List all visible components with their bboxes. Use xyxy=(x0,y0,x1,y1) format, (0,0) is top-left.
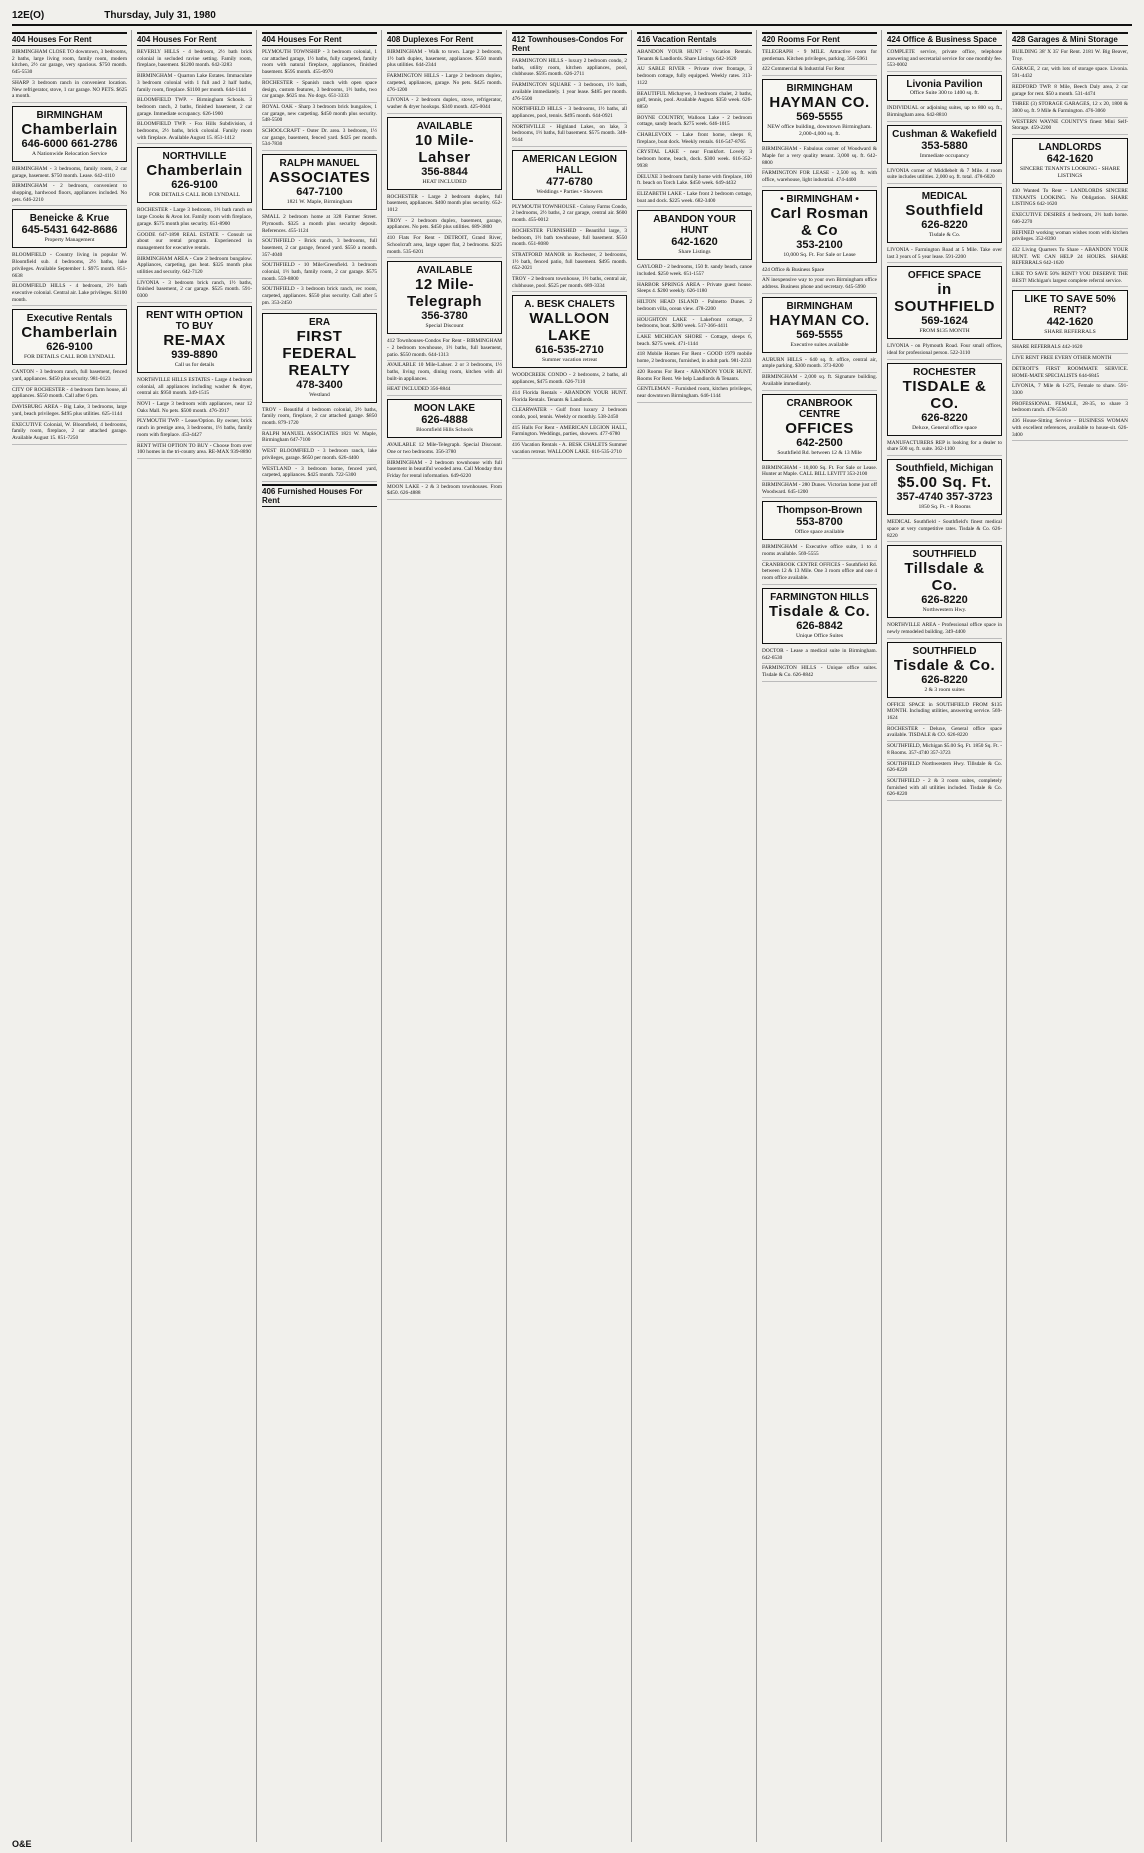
display-ad-name: Chamberlain xyxy=(21,120,118,138)
classified-columns xyxy=(12,30,1132,1842)
classified-ad: INDIVIDUAL or adjoining suites, up to 800 sq. ft., Birmingham area. 642-8810 xyxy=(887,104,1002,121)
display-ad-text: Deluxe, General office space xyxy=(912,424,977,431)
classified-ad: SOUTHFIELD Northwestern Hwy. Tillsdale & Co. 626-8220 xyxy=(887,760,1002,777)
classified-ad: 420 Rooms For Rent - ABANDON YOUR HUNT. Rooms For Rent. We help Landlords & Tenants. xyxy=(637,368,752,385)
display-ad-text: Summer vacation retreat xyxy=(542,357,597,364)
display-ad-text: Special Discount xyxy=(425,323,464,330)
classified-ad: GENTLEMAN - Furnished room, kitchen privileges, near downtown Birmingham. 646-1144 xyxy=(637,385,752,402)
display-ad xyxy=(637,210,752,260)
display-ad-text: FROM $135 MONTH xyxy=(919,328,970,335)
classified-ad: CRANBROOK CENTRE OFFICES - Southfield Rd. between 12 & 13 Mile. One 3 room office and one 4 room office available. xyxy=(762,561,877,585)
classified-ad: NORTHVILLE - Highland Lakes, on lake, 3 bedrooms, 1½ baths, full basement. $575 month. 348-9144 xyxy=(512,123,627,147)
display-ad-name: in SOUTHFIELD xyxy=(894,281,995,316)
classified-ad: TELEGRAPH - 9 MILE. Attractive room for gentleman. Kitchen privileges, parking. 356-5961 xyxy=(762,48,877,65)
column-1 xyxy=(12,30,132,1842)
classified-ad: 430 Wanted To Rent - LANDLORDS SINCERE TENANTS LOOKING. No Obligation. SHARE LISTINGS 642-1620 xyxy=(1012,187,1128,211)
display-ad-name: Tisdale & Co. xyxy=(893,656,996,674)
display-ad xyxy=(1012,138,1128,184)
classified-ad: SOUTHFIELD - Brick ranch, 3 bedrooms, full basement, 2 car garage, fenced yard. $550 a month. 357-4040 xyxy=(262,237,377,261)
classified-ad: WOODCREEK CONDO - 2 bedrooms, 2 baths, all appliances, $475 month. 626-7110 xyxy=(512,371,627,388)
display-ad-text: SINCERE TENANTS LOOKING - SHARE LISTINGS xyxy=(1020,166,1120,180)
classified-ad: 418 Mobile Homes For Rent - GOOD 1979 mobile home, 2 bedrooms, furnished, in adult park. 981-2233 xyxy=(637,350,752,367)
classified-ad: SMALL 2 bedroom home at 328 Farmer Street. Plymouth. $325 a month plus security deposit. References. 455-1124 xyxy=(262,213,377,237)
classified-ad: CLEARWATER - Gulf front luxury 2 bedroom condo, pool, tennis. Weekly or monthly. 538-2450 xyxy=(512,406,627,423)
display-ad-title: AVAILABLE xyxy=(416,120,473,132)
classified-ad: BIRMINGHAM - 3 bedrooms, family room, 2 car garage, basement. $750 month. Lease. 642-4110 xyxy=(12,165,127,182)
classified-ad: 436 House-Sitting Service - BUSINESS WOMAN with excellent references, available to house-sit. 626-3400 xyxy=(1012,417,1128,441)
classified-ad: HEAT INCLUDED 356-8844 xyxy=(387,385,502,396)
classified-ad: BIRMINGHAM - Fabulous corner of Woodward & Maple for a very quality tenant. 3,000 sq. ft. 642-8800 xyxy=(762,145,877,169)
display-ad-title: LIKE TO SAVE 50% RENT? xyxy=(1024,294,1116,317)
display-ad-phone: 356-3780 xyxy=(421,310,468,323)
section-header: 416 Vacation Rentals xyxy=(637,32,752,46)
display-ad-title: A. BESK CHALETS xyxy=(524,299,615,311)
display-ad-text: Bloomfield Hills Schools xyxy=(416,427,473,434)
display-ad-title: SOUTHFIELD xyxy=(912,549,977,561)
display-ad-text: Office Suite 300 to 1400 sq. ft. xyxy=(909,90,980,97)
display-ad-phone: 442-1620 xyxy=(1046,316,1094,329)
display-ad-name: OFFICES xyxy=(785,419,854,437)
display-ad-name: 10 Mile-Lahser xyxy=(414,131,475,166)
classified-ad: BIRMINGHAM - 10,000 Sq. Ft. For Sale or Lease. Hunter at Maple. CALL BILL LEVITT 353-2100 xyxy=(762,464,877,481)
classified-ad: PLYMOUTH TOWNSHIP - 3 bedroom colonial, 1 car attached garage, 1½ baths, fully carpeted, family room with natural fireplace, appliances, finished basement. $595 month. 455-0970 xyxy=(262,48,377,79)
display-ad xyxy=(137,147,252,203)
display-ad-name: Carl Rosman & Co xyxy=(770,204,869,239)
section-header: 404 Houses For Rent xyxy=(12,32,127,46)
display-ad-title: • BIRMINGHAM • xyxy=(780,193,859,205)
classified-ad: DOCTOR - Lease a medical suite in Birmingham. 642-6530 xyxy=(762,647,877,664)
column-4 xyxy=(387,30,507,1842)
classified-ad: 415 Halls For Rent - AMERICAN LEGION HALL, Farmington. Weddings, parties, showers. 477-6780 xyxy=(512,424,627,441)
display-ad-title: BIRMINGHAM xyxy=(36,109,103,121)
classified-ad: AU SABLE RIVER - Private river frontage, 3 bedroom cottage, fully equipped. Weekly rates. 313-1122 xyxy=(637,65,752,89)
column-9 xyxy=(1012,30,1132,1842)
classified-ad: RALPH MANUEL ASSOCIATES 1821 W. Maple, Birmingham 647-7100 xyxy=(262,430,377,447)
display-ad-name: $5.00 Sq. Ft. xyxy=(897,474,992,492)
display-ad-text: Share Listings xyxy=(678,249,711,256)
display-ad-name: HAYMAN CO. xyxy=(769,94,870,112)
display-ad xyxy=(512,150,627,200)
display-ad-text: Property Management xyxy=(44,237,95,244)
display-ad-phone: 939-8890 xyxy=(171,348,218,361)
classified-ad: 410 Flats For Rent - DETROIT, Grand River, Schoolcraft area, large upper flat, 2 bedrooms. $225 month. 535-6201 xyxy=(387,234,502,258)
display-ad-title: Southfield, Michigan xyxy=(895,463,994,475)
display-ad xyxy=(137,306,252,373)
display-ad xyxy=(887,545,1002,618)
display-ad-text: FOR DETAILS CALL BOB LYNDALL xyxy=(148,192,241,199)
classified-ad: 432 Living Quarters To Share - ABANDON YOUR HUNT. WE CAN HELP 24 HOURS. SHARE REFERRALS 642-1620 xyxy=(1012,246,1128,270)
footer-mark: O&E xyxy=(12,1839,32,1849)
display-ad-name: RE-MAX xyxy=(163,331,226,349)
classified-ad: NOVI - Large 3 bedroom with appliances, near 12 Oaks Mall. No pets. $500 month. 476-3917 xyxy=(137,400,252,417)
classified-ad: SOUTHFIELD, Michigan $5.00 Sq. Ft. 1850 Sq. Ft. - 8 Rooms. 357-4740 357-3723 xyxy=(887,742,1002,759)
display-ad xyxy=(1012,290,1128,340)
display-ad-phone: 569-1624 xyxy=(921,315,968,328)
classified-ad: NORTHVILLE HILLS ESTATES - Large 4 bedroom colonial, all appliances including washer & dryer, central air. $950 month. 349-1515 xyxy=(137,376,252,400)
display-ad-title: RENT WITH OPTION TO BUY xyxy=(146,309,243,332)
classified-ad: BLOOMFIELD TWP. - Birmingham Schools. 3 bedroom ranch, 2 baths, finished basement, 2 car garage. Immediate occupancy. 626-1900 xyxy=(137,96,252,120)
display-ad-name: Tisdale & Co. xyxy=(768,602,871,620)
classified-ad: PLYMOUTH TOWNHOUSE - Colony Farms Condo, 2 bedrooms, 2½ baths, 2 car garage, central air. $600 month. 455-0012 xyxy=(512,203,627,227)
classified-ad: LIVONIA, 7 Mile & I-275, Female to share. 591-3300 xyxy=(1012,382,1128,399)
display-ad-text: 2 & 3 room suites xyxy=(924,686,965,693)
classified-ad: STRATFORD MANOR in Rochester, 2 bedrooms, 1½ bath, fenced patio, full basement. $495 month. 652-2021 xyxy=(512,251,627,275)
display-ad xyxy=(262,154,377,210)
display-ad-name: Chamberlain xyxy=(146,162,243,180)
display-ad xyxy=(387,117,502,190)
display-ad-text: A Nationwide Relocation Service xyxy=(31,150,108,157)
display-ad-phone: 642-1620 xyxy=(671,236,718,249)
classified-ad: LIVONIA - 2 bedroom duplex, stove, refrigerator, washer & dryer hookups. $340 month. 425-0044 xyxy=(387,96,502,113)
display-ad-phone: 626-8220 xyxy=(921,673,968,686)
classified-ad: AUBURN HILLS - 640 sq. ft. office, central air, ample parking. $300 month. 373-8200 xyxy=(762,356,877,373)
classified-ad: HARBOR SPRINGS AREA - Private guest house. Sleeps 4. $200 weekly. 626-1180 xyxy=(637,281,752,298)
classified-ad: BIRMINGHAM - 2 bedroom, convenient to shopping, hardwood floors, appliances included. No pets. 646-2210 xyxy=(12,182,127,206)
display-ad-name: TISDALE & CO. xyxy=(902,377,987,412)
display-ad-phone: 357-4740 357-3723 xyxy=(896,491,993,504)
display-ad-title: MOON LAKE xyxy=(413,403,476,415)
display-ad xyxy=(762,297,877,353)
display-ad xyxy=(512,295,627,368)
column-6 xyxy=(637,30,757,1842)
display-ad xyxy=(762,79,877,142)
display-ad-phone: 626-8220 xyxy=(921,218,968,231)
display-ad-title: ABANDON YOUR HUNT xyxy=(653,214,736,237)
classified-ad: LIKE TO SAVE 50% RENT? YOU DESERVE THE BEST! Michigan's largest complete referral service. xyxy=(1012,270,1128,287)
display-ad-text: Tisdale & Co. xyxy=(928,231,961,238)
section-header: 404 Houses For Rent xyxy=(137,32,252,46)
classified-ad: CRYSTAL LAKE - near Frankfort. Lovely 3 bedroom home, beach, dock. $300 week. 616-352-9938 xyxy=(637,148,752,172)
section-header: 424 Office & Business Space xyxy=(887,32,1002,46)
display-ad-title: Executive Rentals xyxy=(26,313,113,325)
classified-ad: WESTLAND - 3 bedroom home, fenced yard, carpeted, appliances. $425 month. 722-5300 xyxy=(262,465,377,482)
classified-ad: FARMINGTON SQUARE - 3 bedroom, 1½ bath, available immediately. 1 year lease. $485 per month. 476-5500 xyxy=(512,81,627,105)
display-ad-title: LANDLORDS xyxy=(1038,142,1102,154)
section-header: 420 Rooms For Rent xyxy=(762,32,877,46)
classified-ad: BIRMINGHAM - Walk to town. Large 2 bedroom, 1½ bath duplex, basement, appliances. $550 month plus utilities. 644-2344 xyxy=(387,48,502,72)
classified-ad: TROY - 2 bedroom townhouse, 1½ baths, central air, clubhouse, pool. $525 per month. 689-3334 xyxy=(512,275,627,292)
display-ad-title: AVAILABLE xyxy=(416,265,473,277)
display-ad-title: AMERICAN LEGION HALL xyxy=(522,153,617,176)
display-ad-text: 1850 Sq. Ft. - 8 Rooms xyxy=(918,504,971,511)
classified-ad: TROY - Beautiful 4 bedroom colonial, 2½ baths, family room, fireplace, 2 car attached garage. $850 month. 879-1720 xyxy=(262,406,377,430)
classified-ad: LAKE MICHIGAN SHORE - Cottage, sleeps 6, beach. $275 week. 471-1144 xyxy=(637,333,752,350)
classified-ad: BEAUTIFUL Michaywe, 3 bedroom chalet, 2 baths, golf, tennis, pool. Available August. $350 week. 626-8850 xyxy=(637,90,752,114)
classified-ad: LIVONIA corner of Middlebelt & 7 Mile. 4 room suite includes utilities. 2,000 sq. ft. total. 478-6020 xyxy=(887,167,1002,184)
classified-ad: 422 Commercial & Industrial For Rent xyxy=(762,65,877,76)
display-ad-title: Livonia Pavilion xyxy=(906,79,983,91)
classified-ad: MEDICAL Southfield - Southfield's finest medical space at very competitive rates. Tisdale & Co. 626-8220 xyxy=(887,518,1002,542)
classified-ad: ROCHESTER - Large 3 bedroom, 1½ bath ranch on large Crooks & Avon lot. Family room with fireplace, garage. $575 month plus security. 651-8900 xyxy=(137,206,252,230)
classified-ad: BIRMINGHAM - 280 Dunes. Victorian home just off Woodward. 645-1200 xyxy=(762,481,877,498)
classified-ad: ROYAL OAK - Sharp 3 bedroom brick bungalow, 1 car garage, new carpeting. $450 month plus security. 548-5500 xyxy=(262,103,377,127)
display-ad xyxy=(12,209,127,248)
display-ad-title: SOUTHFIELD xyxy=(912,645,977,657)
classified-ad: MOON LAKE - 2 & 3 bedroom townhouses. From $450. 626-4888 xyxy=(387,483,502,500)
issue-date: Thursday, July 31, 1980 xyxy=(104,10,216,21)
classified-ad: AVAILABLE 10 Mile-Lahser. 2 or 3 bedrooms, 1½ baths, living room, dining room, kitchen with all built-in appliances. xyxy=(387,361,502,385)
display-ad xyxy=(387,399,502,438)
display-ad-name: Chamberlain xyxy=(21,324,118,342)
classified-ad: SOUTHFIELD - 3 bedroom brick ranch, rec room, carpeted, appliances. $550 plus security. Call after 5 pm. 353-2450 xyxy=(262,285,377,309)
classified-ad: BLOOMFIELD HILLS - 4 bedroom, 2½ bath executive colonial. Central air. Lake privileges. $1100 month. xyxy=(12,282,127,306)
display-ad-phone: 353-5880 xyxy=(921,139,968,152)
display-ad-name: Southfield xyxy=(905,201,984,219)
display-ad-phone: 647-7100 xyxy=(296,186,343,199)
classified-ad: BIRMINGHAM AREA - Cute 2 bedroom bungalow. Appliances, carpeting, gas heat. $325 month plus utilities and security. 642-7120 xyxy=(137,255,252,279)
classified-ad: FARMINGTON HILLS - Large 2 bedroom duplex, carpeted, appliances, garage. No pets. $425 month. 476-1200 xyxy=(387,72,502,96)
classified-ad: COMPLETE service, private office, telephone answering and secretarial service for one monthly fee. 553-0002 xyxy=(887,48,1002,72)
display-ad-text: Weddings • Parties • Showers xyxy=(536,188,603,195)
classified-ad: ROCHESTER - Deluxe, General office space available. TISDALE & CO. 626-8220 xyxy=(887,725,1002,742)
classified-ad: DELUXE 3 bedroom family home with fireplace, 100 ft. beach on Torch Lake. $450 week. 649-4432 xyxy=(637,173,752,190)
classified-ad: BIRMINGHAM - 2,000 sq. ft. Signature building. Available immediately. xyxy=(762,373,877,390)
display-ad xyxy=(12,106,127,162)
column-5 xyxy=(512,30,632,1842)
display-ad-text: Call us for details xyxy=(174,361,215,368)
classified-ad: LIVONIA - on Plymouth Road. Four small offices, ideal for professional person. 522-3110 xyxy=(887,342,1002,359)
display-ad-phone: 477-6780 xyxy=(546,175,593,188)
classified-ad: WEST BLOOMFIELD - 3 bedroom ranch, lake privileges, garage. $650 per month. 626-4400 xyxy=(262,447,377,464)
section-header: 412 Townhouses-Condos For Rent xyxy=(512,32,627,55)
classified-ad: CITY OF ROCHESTER - 4 bedroom farm house, all appliances. $550 month. Call after 6 pm. xyxy=(12,386,127,403)
display-ad-text: FOR DETAILS CALL BOB LYNDALL xyxy=(23,354,116,361)
display-ad-name: FIRST FEDERAL REALTY xyxy=(282,327,357,379)
display-ad-text: SHARE REFERRALS xyxy=(1044,329,1096,336)
display-ad-text: Northwestern Hwy. xyxy=(922,607,967,614)
classified-ad: FARMINGTON HILLS - luxury 2 bedroom condo, 2 baths, utility room, kitchen appliances, pool, clubhouse. $595 month. 626-2711 xyxy=(512,57,627,81)
section-header: 408 Duplexes For Rent xyxy=(387,32,502,46)
classified-ad: ABANDON YOUR HUNT - Vacation Rentals. Tenants & Landlords. Share Listings 642-1620 xyxy=(637,48,752,65)
section-header: 406 Furnished Houses For Rent xyxy=(262,484,377,507)
classified-ad: NORTHFIELD HILLS - 3 bedrooms, 1½ baths, all appliances, pool, tennis. $495 month. 644-0921 xyxy=(512,105,627,122)
classified-ad: SHARP 3 bedroom ranch in convenient location. New refrigerator, stove, 1 car garage. NO PETS. $625 a month. xyxy=(12,79,127,103)
classified-ad: ELIZABETH LAKE - Lake front 2 bedroom cottage, boat and dock. $225 week. 682-3400 xyxy=(637,190,752,207)
classified-ad: THREE (3) STORAGE GARAGES, 12 x 20, 1800 & 3000 sq. ft. 9 Mile & Farmington. 476-3060 xyxy=(1012,100,1128,117)
display-ad xyxy=(262,313,377,403)
display-ad-title: BIRMINGHAM xyxy=(786,300,853,312)
folio xyxy=(12,10,1132,26)
classified-ad: BIRMINGHAM - Quarton Lake Estates. Immaculate 3 bedroom colonial with 1 full and 2 half baths, family room, fireplace. $1100 per month. 644-1144 xyxy=(137,72,252,96)
classified-ad: BOYNE COUNTRY, Walloon Lake - 2 bedroom cottage, sandy beach. $275 week. 646-1015 xyxy=(637,114,752,131)
classified-ad: 412 Townhouses-Condos For Rent - BIRMINGHAM - 2 bedroom townhouse, 1½ baths, full basement, patio. $550 month. 644-1313 xyxy=(387,337,502,361)
column-7 xyxy=(762,30,882,1842)
classified-ad: BLOOMFIELD - Country living in popular W. Bloomfield sub. 4 bedrooms, 2½ baths, lake privileges. Available September 1. $975 month. 851-6638 xyxy=(12,251,127,282)
display-ad xyxy=(887,75,1002,101)
display-ad-text: Immediate occupancy xyxy=(919,152,970,159)
display-ad-phone: 616-535-2710 xyxy=(535,344,604,357)
display-ad xyxy=(887,642,1002,698)
column-2 xyxy=(137,30,257,1842)
classified-ad: DETROIT'S FIRST ROOMMATE SERVICE. HOME-MATE SPECIALISTS 644-6845 xyxy=(1012,365,1128,382)
display-ad-name: ASSOCIATES xyxy=(268,169,371,187)
classified-ad: TROY - 2 bedroom duplex, basement, garage, appliances. No pets. $450 plus utilities. 689-3800 xyxy=(387,217,502,234)
display-ad-title: ROCHESTER xyxy=(913,366,976,378)
display-ad xyxy=(762,501,877,540)
display-ad-phone: 626-9100 xyxy=(46,341,93,354)
display-ad-text: NEW office building, downtown Birmingham. 2,000-4,000 sq. ft. xyxy=(767,124,872,138)
display-ad-text: Southfield Rd. between 12 & 13 Mile xyxy=(777,449,862,456)
display-ad-phone: 569-5555 xyxy=(796,111,843,124)
section-header: 428 Garages & Mini Storage xyxy=(1012,32,1128,46)
display-ad-text: Executive suites available xyxy=(790,341,849,348)
classified-ad: LIVONIA - Farmington Road at 5 Mile. Take over last 3 years of 5 year lease. 591-2200 xyxy=(887,246,1002,263)
display-ad-phone: 478-3400 xyxy=(296,378,343,391)
display-ad-title: Cushman & Wakefield xyxy=(892,128,997,140)
classified-ad: 414 Florida Rentals - ABANDON YOUR HUNT. Florida Rentals. Tenants & Landlords. xyxy=(512,389,627,406)
display-ad-title: Beneicke & Krue xyxy=(29,213,110,225)
display-ad-text: HEAT INCLUDED xyxy=(422,178,467,185)
display-ad-phone: 626-4888 xyxy=(421,414,468,427)
classified-ad: FARMINGTON HILLS - Unique office suites. Tisdale & Co. 626-8842 xyxy=(762,664,877,681)
classified-ad: SHARE REFERRALS 442-1620 xyxy=(1012,343,1128,354)
display-ad-phone: 356-8844 xyxy=(421,165,468,178)
display-ad xyxy=(12,309,127,365)
display-ad-title: BIRMINGHAM xyxy=(786,83,853,95)
classified-ad: LIVE RENT FREE EVERY OTHER MONTH xyxy=(1012,354,1128,365)
classified-ad: NORTHVILLE AREA - Professional office space in newly remodeled building. 349-4400 xyxy=(887,621,1002,638)
classified-ad: SOUTHFIELD - 10 Mile/Greenfield. 3 bedroom colonial, 1½ bath, family room, 2 car garage. $575 month. 559-8800 xyxy=(262,261,377,285)
classified-ad: BLOOMFIELD TWP. - Fox Hills Subdivision, 4 bedrooms, 2½ baths, brick colonial. Family room with fireplace. Available August 15. 851-1412 xyxy=(137,120,252,144)
display-ad xyxy=(887,266,1002,339)
classified-ad: FARMINGTON FOR LEASE - 2,500 sq. ft. with office, warehouse, light industrial. 474-4400 xyxy=(762,169,877,186)
classified-ad: 424 Office & Business Space xyxy=(762,266,877,277)
display-ad-phone: 642-1620 xyxy=(1046,153,1094,166)
display-ad-title: ERA xyxy=(308,316,331,328)
classified-ad: GARAGE, 2 car, with lots of storage space. Livonia. 591-4432 xyxy=(1012,65,1128,82)
display-ad xyxy=(387,261,502,334)
display-ad-phone: 642-2500 xyxy=(796,436,843,449)
display-ad-title: FARMINGTON HILLS xyxy=(770,591,869,603)
display-ad-phone: 626-8220 xyxy=(921,411,968,424)
classified-ad: PROFESSIONAL FEMALE, 28-35, to share 3 bedroom ranch. 478-5510 xyxy=(1012,400,1128,417)
display-ad-phone: 626-8842 xyxy=(796,619,843,632)
display-ad-title: Thompson-Brown xyxy=(776,505,863,517)
display-ad xyxy=(887,187,1002,243)
classified-ad: EXECUTIVE Colonial, W. Bloomfield, 4 bedrooms, family room, fireplace, 2 car attached garage. Available August 15. 851-7250 xyxy=(12,421,127,445)
display-ad xyxy=(887,125,1002,164)
column-8 xyxy=(887,30,1007,1842)
classified-ad: BIRMINGHAM CLOSE TO downtown, 3 bedrooms, 2 baths, large living room, family room, modern kitchen, 2½ car garage, very spacious. $750 month. 645-5530 xyxy=(12,48,127,79)
page-number: 12E(O) xyxy=(12,10,45,21)
classified-ad: CHARLEVOIX - Lake front home, sleeps 8, fireplace, boat dock. Weekly rentals. 616-547-8765 xyxy=(637,131,752,148)
display-ad-name: Tillsdale & Co. xyxy=(904,560,985,595)
classified-ad: EXECUTIVE DESIRES 4 bedroom, 2½ bath home. 646-2270 xyxy=(1012,211,1128,228)
display-ad xyxy=(762,190,877,263)
classified-ad: REDFORD TWP. 8 Mile, Beech Daly area, 2 car garage for rent. $50 a month. 531-4474 xyxy=(1012,83,1128,100)
display-ad-text: 1821 W. Maple, Birmingham xyxy=(286,199,353,206)
display-ad-phone: 626-8220 xyxy=(921,594,968,607)
display-ad xyxy=(887,459,1002,515)
classified-ad: RENT WITH OPTION TO BUY - Choose from over 100 homes in the tri-county area. RE-MAX 939-8890 xyxy=(137,442,252,459)
display-ad-title: OFFICE SPACE xyxy=(907,270,982,282)
display-ad-text: 10,000 Sq. Ft. For Sale or Lease xyxy=(783,251,856,258)
display-ad-phone: 645-5431 642-8686 xyxy=(21,224,118,237)
classified-ad: REFINED working woman wishes room with kitchen privileges. 352-8390 xyxy=(1012,229,1128,246)
display-ad-text: Unique Office Suites xyxy=(795,632,844,639)
display-ad-phone: 553-8700 xyxy=(796,516,843,529)
classified-ad: OFFICE SPACE in SOUTHFIELD FROM $135 MONTH. Including utilities, answering service. 569-1624 xyxy=(887,701,1002,725)
classified-ad: 416 Vacation Rentals - A. BESK CHALETS Summer vacation retreat. WALLOON LAKE. 616-535-2710 xyxy=(512,441,627,458)
classified-ad: LIVONIA - 3 bedroom brick ranch, 1½ baths, finished basement, 2 car garage. $525 month. 591-0300 xyxy=(137,279,252,303)
display-ad-name: HAYMAN CO. xyxy=(769,311,870,329)
classified-ad: GAYLORD - 2 bedrooms, 150 ft. sandy beach, canoe included. $250 week. 651-1557 xyxy=(637,263,752,280)
classified-ad: DAVISBURG AREA - Big Lake, 3 bedrooms, large yard, beach privileges. $495 plus utilities. 625-1144 xyxy=(12,403,127,420)
classified-ad: AN inexpensive way to your own Birmingham office address. Business phone and secretary. 645-5990 xyxy=(762,276,877,293)
classified-ad: BIRMINGHAM - Executive office suite, 1 to 4 rooms available. 569-5555 xyxy=(762,543,877,560)
column-3 xyxy=(262,30,382,1842)
display-ad xyxy=(762,588,877,644)
display-ad-phone: 569-5555 xyxy=(796,328,843,341)
display-ad-phone: 646-6000 661-2786 xyxy=(21,137,118,150)
classified-ad: ROCHESTER FURNISHED - Beautiful large, 3 bedroom, 1½ bath townhouse, full basement. $550 month. 651-8080 xyxy=(512,227,627,251)
display-ad-title: MEDICAL xyxy=(921,190,968,202)
display-ad-name: 12 Mile-Telegraph xyxy=(406,276,483,311)
classified-ad: BIRMINGHAM - 2 bedroom townhouse with full basement in beautiful wooded area. Call Monday thru Friday for rental information. 649-6220 xyxy=(387,459,502,483)
section-header: 404 Houses For Rent xyxy=(262,32,377,46)
classified-ad: CANTON - 3 bedroom ranch, full basement, fenced yard, appliances. $450 plus security. 981-0123 xyxy=(12,368,127,385)
classified-ad: BEVERLY HILLS - 4 bedroom, 2½ bath brick colonial in secluded ravine setting. Family room, fireplace, basement. $1200 month. 642-3283 xyxy=(137,48,252,72)
display-ad-name: WALLOON LAKE xyxy=(529,310,610,345)
display-ad-phone: 626-9100 xyxy=(171,179,218,192)
display-ad xyxy=(762,394,877,461)
display-ad-phone: 353-2100 xyxy=(796,238,843,251)
classified-ad: SOUTHFIELD - 2 & 3 room suites, completely furnished with all utilities included. Tisdale & Co. 626-8220 xyxy=(887,777,1002,801)
classified-ad: GOODE 647-1898 REAL ESTATE - Consult us about our rental program. Experienced in management for executive rentals. xyxy=(137,231,252,255)
classified-ad: HOUGHTON LAKE - Lakefront cottage, 2 bedrooms, boat. $200 week. 517-366-4411 xyxy=(637,316,752,333)
classified-ad: PLYMOUTH TWP. - Lease/Option. By owner, brick ranch in prestige area, 3 bedrooms, 1½ baths, family room with fireplace. 453-4427 xyxy=(137,417,252,441)
display-ad-text: Westland xyxy=(309,391,330,398)
classified-ad: AVAILABLE 12 Mile-Telegraph. Special Discount. One or two bedrooms. 356-3780 xyxy=(387,441,502,458)
classified-ad: ROCHESTER - Spanish ranch with open space design, custom features, 3 bedrooms, 1½ baths, two car garage. $625 mo. No dogs. 651-3333 xyxy=(262,79,377,103)
classified-ad: WESTERN WAYNE COUNTY'S finest Mini Self-Storage. 459-2200 xyxy=(1012,118,1128,135)
classified-ad: MANUFACTURERS REP is looking for a dealer to share 500 sq. ft. suite. 362-1100 xyxy=(887,439,1002,456)
display-ad xyxy=(887,363,1002,436)
display-ad-title: CRANBROOK CENTRE xyxy=(786,397,853,420)
classified-ad: BUILDING 38' X 35' For Rent. 2181 W. Big Beaver, Troy. xyxy=(1012,48,1128,65)
classified-ad: HILTON HEAD ISLAND - Palmetto Dunes. 2 bedroom villa, ocean view. 478-2200 xyxy=(637,298,752,315)
display-ad-title: RALPH MANUEL xyxy=(279,158,360,170)
classified-ad: ROCHESTER - Large 2 bedroom duplex, full basement, appliances. $400 month plus security. 652-1012 xyxy=(387,193,502,217)
display-ad-text: Office space available xyxy=(794,529,845,536)
classified-ad: SCHOOLCRAFT - Outer Dr. area. 3 bedroom, 1½ car garage, basement, fenced yard. $425 per month. 534-7830 xyxy=(262,127,377,151)
display-ad-title: NORTHVILLE xyxy=(162,151,227,163)
